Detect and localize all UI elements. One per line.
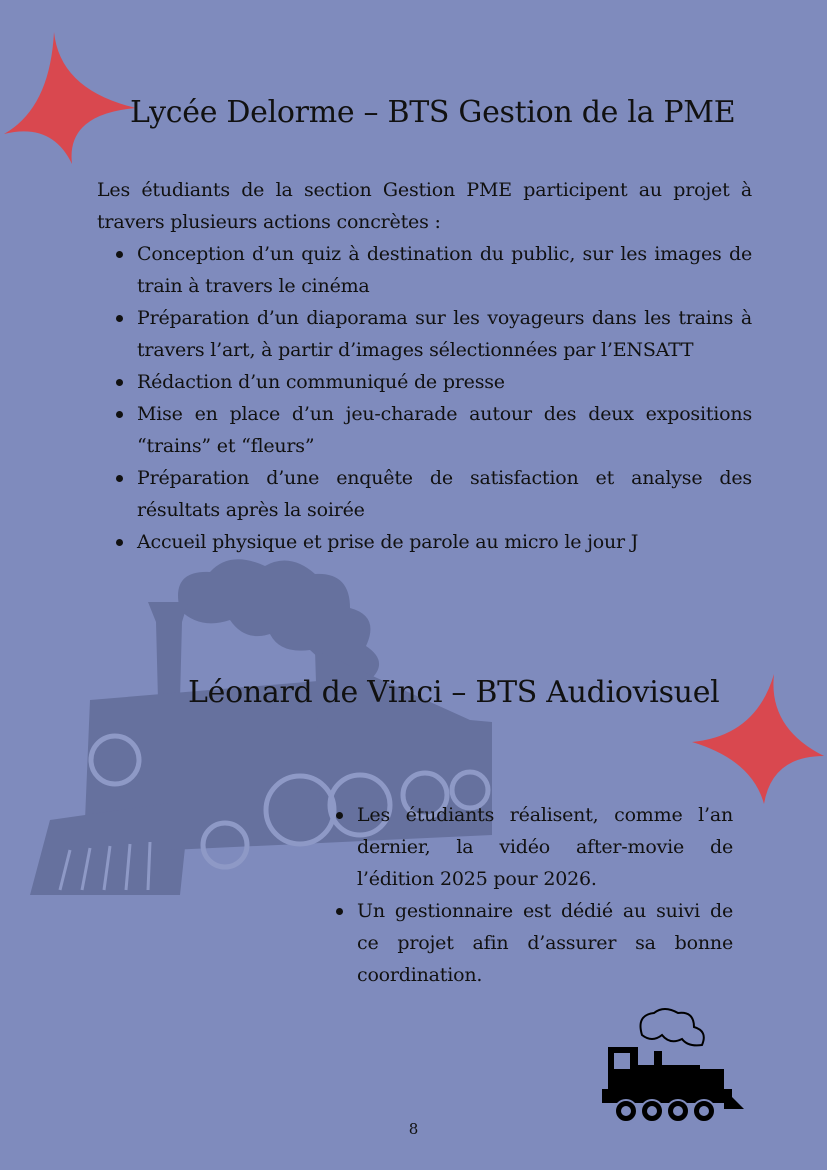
list-item: Un gestionnaire est dédié au suivi de ce projet afin d’assurer sa bonne coordination.	[357, 895, 733, 991]
section-intro: Les étudiants de la section Gestion PME participent au projet à travers plusieurs actions concrètes :	[97, 179, 752, 233]
action-list	[137, 238, 752, 558]
list-item: Accueil physique et prise de parole au micro le jour J	[137, 526, 752, 558]
list-item: Rédaction d’un communiqué de presse	[137, 366, 752, 398]
section-title: Lycée Delorme – BTS Gestion de la PME	[130, 95, 736, 130]
page-number: 8	[408, 1120, 419, 1138]
list-item: Mise en place d’un jeu-charade autour des deux expositions “trains” et “fleurs”	[137, 398, 752, 462]
star-icon	[2, 30, 138, 166]
list-item: Préparation d’un diaporama sur les voyageurs dans les trains à travers l’art, à partir d’images sélectionnées par l’ENSATT	[137, 302, 752, 366]
list-item: Les étudiants réalisent, comme l’an dernier, la vidéo after-movie de l’édition 2025 pour 2026.	[357, 799, 733, 895]
action-list	[357, 799, 733, 991]
list-item: Conception d’un quiz à destination du public, sur les images de train à travers le cinéma	[137, 238, 752, 302]
section-title: Léonard de Vinci – BTS Audiovisuel	[188, 675, 720, 710]
steam-train-icon	[598, 1005, 748, 1130]
list-item: Préparation d’une enquête de satisfaction et analyse des résultats après la soirée	[137, 462, 752, 526]
